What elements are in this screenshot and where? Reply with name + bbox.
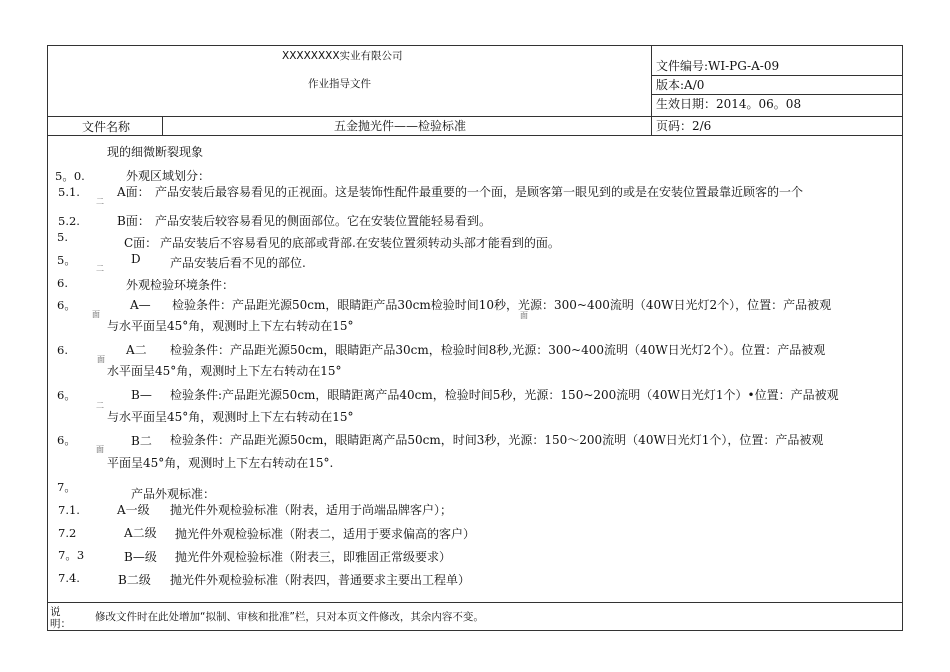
item-text: 外观检验环境条件： [126,278,235,292]
header-bottom-rule [47,116,903,117]
company-name: XXXXXXXX实业有限公司 [282,50,403,62]
header-divider [651,45,652,135]
item-text: 检验条件：产品距光源50cm，眼睛距离产品50cm，时间3秒，光源：150～200流明（40W日光灯1个），位置：产品被观 [170,433,824,447]
item-text: 产品外观标准： [131,487,216,501]
doc-name-value: 五金抛光件——检验标准 [334,119,467,133]
item-number: 5。0. [55,169,85,183]
footer-label: 说明： [50,606,71,630]
item-number: 6. [57,276,68,290]
item-label: C面： [124,236,158,250]
item-number: 5. [57,230,68,244]
item-text: 抛光件外观检验标准（附表四，普通要求主要出工程单） [170,573,471,587]
item-number: 6。 [57,298,76,312]
item-text: 产品安装后最容易看见的正视面。这是装饰性配件最重要的一个面，是顾客第一眼见到的或是在安装位置最靠近顾客的一个 [155,185,804,199]
footer-note: 修改文件时在此处增加“拟制、审核和批准”栏，只对本页文件修改，其余内容不变。 [95,611,484,623]
effective-date: 生效日期：2014。06。08 [656,97,802,111]
item-number: 7.4. [58,571,80,585]
item-text: 抛光件外观检验标准（附表二，适用于要求偏高的客户） [175,527,476,541]
doc-name-label: 文件名称 [82,120,131,134]
item-number: 7.1. [58,503,80,517]
item-text: 抛光件外观检验标准（附表，适用于尚端品牌客户）； [170,503,453,517]
docno-rule [651,75,903,76]
item-label: A— [130,298,151,312]
page-number: 页码：2/6 [656,119,712,133]
scan-mark: 面 [92,310,100,319]
item-continuation: 与水平面呈45°角，观测时上下左右转动在15° [107,319,354,333]
item-number: 6. [57,343,68,357]
item-continuation: 平面呈45°角，观测时上下左右转动在15°. [107,456,334,470]
scan-mark: 面 [97,355,105,364]
item-text: 抛光件外观检验标准（附表三，即雅固正常级要求） [175,550,452,564]
item-text: 检验条件:产品距光源50cm，眼睛距离产品40cm，检验时间5秒，光源：150~200流明（40W日光灯1个）•位置：产品被观 [170,388,839,402]
item-number: 6。 [57,433,76,447]
item-label: A面： [117,185,150,199]
item-number: 7.2 [58,526,77,540]
item-text: 产品安装后较容易看见的侧面部位。它在安装位置能轻易看到。 [155,214,492,228]
item-number: 5.2. [58,214,80,228]
item-text: 产品安装后不容易看见的底部或背部.在安装位置须转动头部才能看到的面。 [160,236,560,250]
name-row-bottom-rule [47,135,903,136]
item-label: B二级 [118,573,151,587]
item-label: A二级 [124,526,157,540]
document-frame [47,45,903,631]
item-text: 外观区域划分： [126,169,211,183]
doc-number: 文件编号:WI-PG-A-09 [656,59,780,73]
item-number: 6。 [57,388,76,402]
item-text: 检验条件：产品距光源50cm，眼睛距产品30cm，检验时间8秒,光源：300~400流明（40W日光灯2个）。位置：产品被观 [170,343,826,357]
item-label: B二 [131,434,152,448]
name-label-divider [162,116,163,135]
item-label: B—级 [124,550,157,564]
item-continuation: 与水平面呈45°角，观测时上下左右转动在15° [107,410,354,424]
item-number: 5。 [57,253,76,267]
scan-mark: 二 [96,197,104,206]
item-label: B— [131,388,152,402]
item-text: 产品安装后看不见的部位. [170,256,306,270]
scan-mark: 面 [96,445,104,454]
item-number: 7。 [57,480,76,494]
scan-mark: 二 [96,401,104,410]
item-label: A二 [126,343,147,357]
scan-mark: 二 [96,264,104,273]
carry-over-text: 现的细微断裂现象 [107,145,204,159]
footer-top-rule [47,602,903,603]
item-number: 5.1. [58,185,80,199]
scan-mark: 面 [520,311,528,320]
item-continuation: 水平面呈45°角，观测时上下左右转动在15° [107,364,342,378]
item-text: 检验条件：产品距光源50cm，眼睛距产品30cm检验时间10秒，光源：300~400流明（40W日光灯2个），位置：产品被观 [172,298,832,312]
item-label: A一级 [117,503,150,517]
doc-version: 版本:A/0 [656,78,705,92]
item-label: B面： [117,214,150,228]
item-number: 7。3 [58,548,85,562]
item-label: D [131,252,141,266]
doc-type: 作业指导文件 [308,78,371,90]
version-rule [651,94,903,95]
